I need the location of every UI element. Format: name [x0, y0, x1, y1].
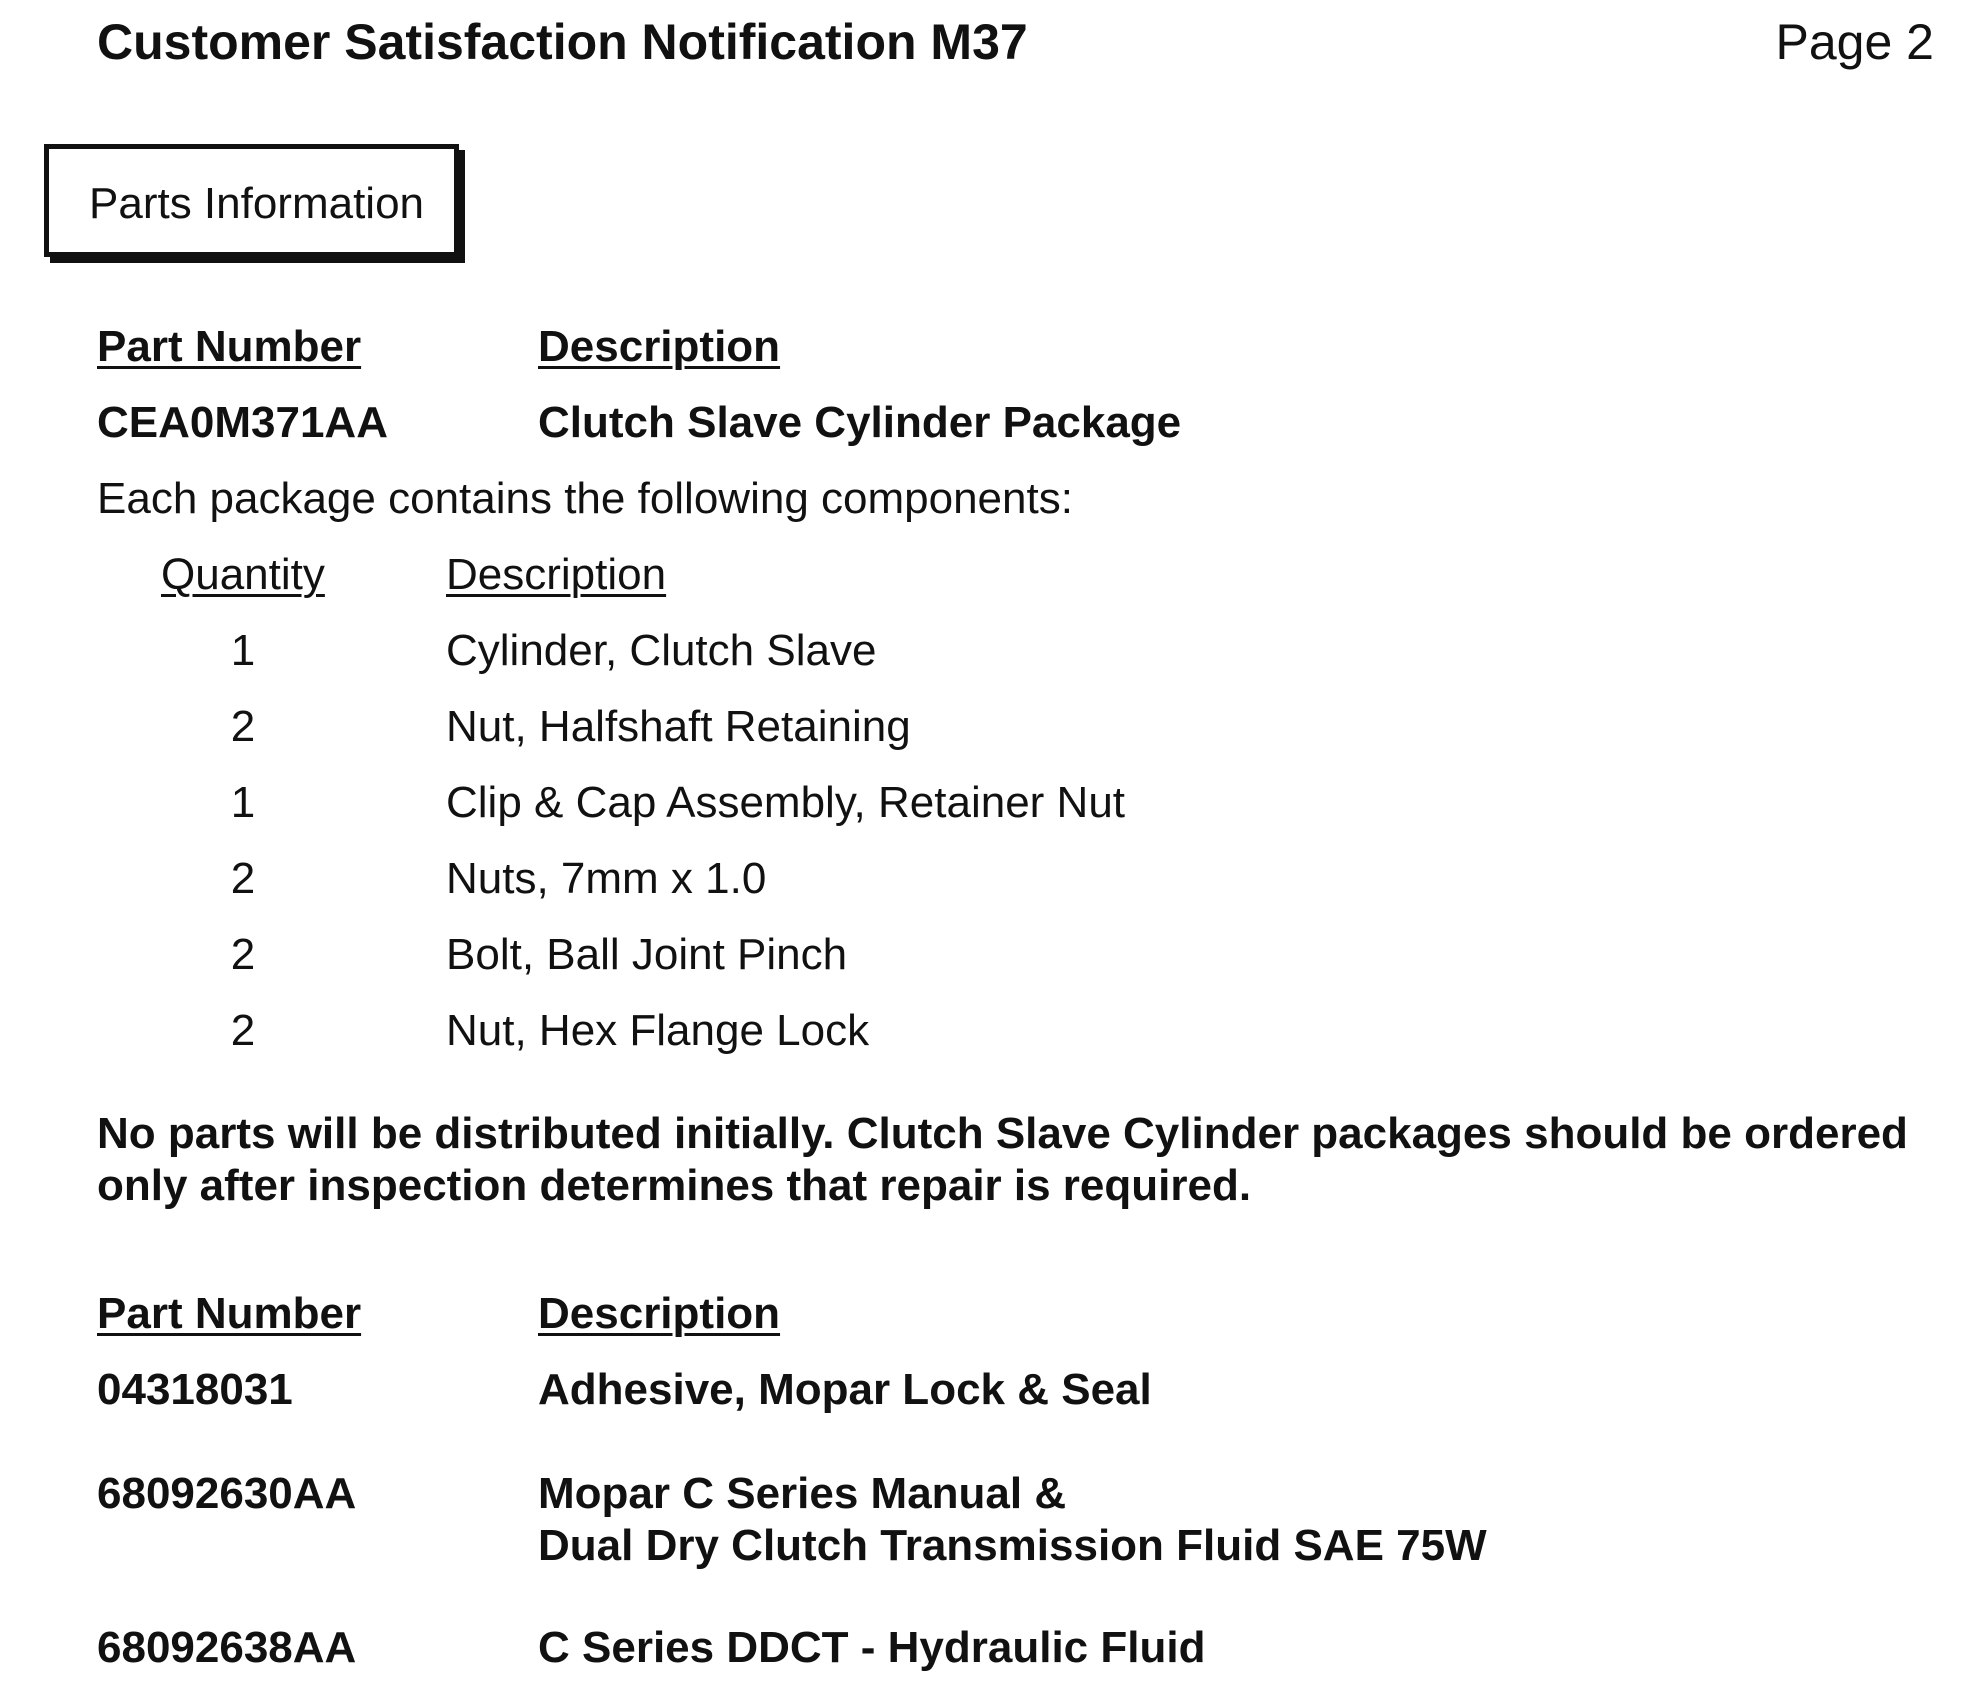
fluid-part-number: 68092630AA — [97, 1469, 357, 1518]
component-description: Cylinder, Clutch Slave — [446, 626, 877, 675]
component-quantity: 1 — [230, 626, 256, 675]
fluid-description: Mopar C Series Manual & — [538, 1469, 1067, 1518]
component-description-header: Description — [446, 550, 667, 599]
part-number-header: Part Number — [97, 1289, 362, 1338]
description-header: Description — [538, 1289, 781, 1338]
ordering-note-line-1: No parts will be distributed initially. Clutch Slave Cylinder packages should be ordered — [97, 1109, 1908, 1158]
component-quantity: 2 — [230, 930, 256, 979]
fluid-part-number: 68092638AA — [97, 1623, 357, 1672]
fluid-description: Adhesive, Mopar Lock & Seal — [538, 1365, 1152, 1414]
fluid-description-continued: Dual Dry Clutch Transmission Fluid SAE 75W — [538, 1521, 1487, 1570]
ordering-note-line-2: only after inspection determines that repair is required. — [97, 1161, 1252, 1210]
quantity-header: Quantity — [161, 550, 325, 599]
component-description: Nut, Hex Flange Lock — [446, 1006, 870, 1055]
description-header: Description — [538, 322, 781, 371]
component-description: Bolt, Ball Joint Pinch — [446, 930, 848, 979]
section-heading: Parts Information — [89, 179, 425, 228]
component-description: Nut, Halfshaft Retaining — [446, 702, 911, 751]
ordering-note — [97, 1108, 1977, 1212]
section-heading-box — [44, 144, 459, 257]
component-description: Nuts, 7mm x 1.0 — [446, 854, 767, 903]
part-number-header: Part Number — [97, 322, 362, 371]
fluid-description: C Series DDCT - Hydraulic Fluid — [538, 1623, 1206, 1672]
package-part-number: CEA0M371AA — [97, 398, 388, 447]
component-description: Clip & Cap Assembly, Retainer Nut — [446, 778, 1126, 827]
fluid-part-number: 04318031 — [97, 1365, 293, 1414]
component-quantity: 1 — [230, 778, 256, 827]
document-title: Customer Satisfaction Notification M37 — [97, 14, 1028, 70]
component-quantity: 2 — [230, 702, 256, 751]
page-number: Page 2 — [1775, 14, 1934, 70]
package-intro-text: Each package contains the following components: — [97, 474, 1073, 523]
component-quantity: 2 — [230, 854, 256, 903]
package-description: Clutch Slave Cylinder Package — [538, 398, 1182, 447]
component-quantity: 2 — [230, 1006, 256, 1055]
